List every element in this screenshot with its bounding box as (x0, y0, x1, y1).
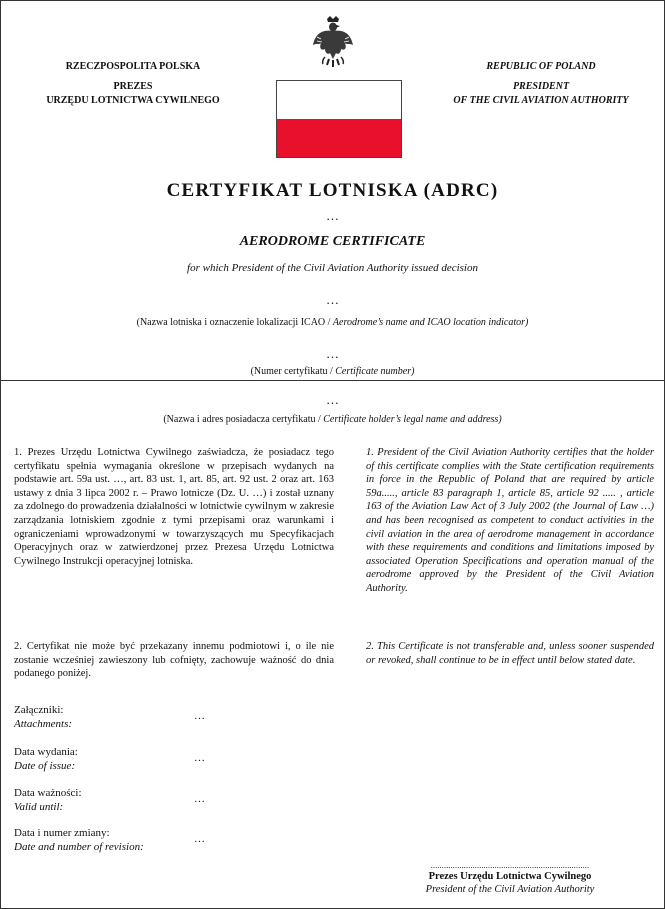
authority-title-en: PRESIDENT (512, 81, 570, 92)
aerodrome-name-caption-pl: (Nazwa lotniska i oznaczenie lokalizacji ICAO / (136, 317, 333, 328)
holder-value: … (326, 392, 339, 407)
country-pl: RZECZPOSPOLITA POLSKA (65, 61, 201, 72)
aerodrome-name-caption (0, 317, 665, 328)
eagle-emblem-icon (311, 15, 355, 69)
field-label-pl: Data i numer zmiany: (14, 827, 110, 839)
signature-line: ........................................................................ (430, 862, 590, 870)
field-label-pl: Data ważności: (14, 787, 82, 799)
field-label-en: Valid until: (14, 801, 64, 813)
field-valid-until (14, 786, 82, 814)
authority-title-pl: PREZES (113, 81, 153, 92)
certificate-subtitle: AERODROME CERTIFICATE (239, 234, 426, 249)
header-right (416, 60, 665, 108)
field-label-en: Attachments: (14, 718, 73, 730)
authority-name-pl: URZĘDU LOTNICTWA CYWILNEGO (46, 95, 220, 106)
field-label-pl: Data wydania: (14, 746, 78, 758)
flag-red-stripe (277, 119, 401, 157)
signature-block (410, 862, 610, 896)
signatory-name-pl: Prezes Urzędu Lotnictwa Cywilnego (428, 871, 592, 882)
poland-flag (276, 80, 402, 158)
paragraph-2-pl: 2. Certyfikat nie może być przekazany innemu podmiotowi i, o ile nie zostanie wcześniej zawieszony lub cofnięty, zachowuje ważność do dnia podanego poniżej. (14, 641, 334, 680)
field-value-date-of-issue: … (194, 752, 205, 764)
authority-name-en: OF THE CIVIL AVIATION AUTHORITY (453, 95, 629, 106)
signatory-name-en: President of the Civil Aviation Authority (425, 884, 595, 895)
field-date-of-issue (14, 745, 78, 773)
flag-white-stripe (277, 81, 401, 119)
section-divider (0, 380, 665, 381)
field-label-en: Date of issue: (14, 760, 76, 772)
holder-caption (0, 414, 665, 425)
certificate-number-caption-en: Certificate number) (335, 366, 415, 377)
field-attachments (14, 703, 72, 731)
paragraph-2-en: 2. This Certificate is not transferable and, unless sooner suspended or revoked, shall continue to be in effect until below stated date. (366, 641, 654, 666)
issued-for-text: for which President of the Civil Aviation Authority issued decision (187, 262, 478, 274)
holder-caption-en: Certificate holder’s legal name and address) (323, 414, 502, 425)
field-revision (14, 826, 144, 854)
field-value-valid-until: … (194, 793, 205, 805)
certificate-title: CERTYFIKAT LOTNISKA (ADRC) (166, 180, 499, 201)
field-value-attachments: … (194, 710, 205, 722)
title-placeholder: … (326, 208, 339, 223)
field-label-en: Date and number of revision: (14, 841, 144, 853)
certificate-number-caption-pl: (Numer certyfikatu / (250, 366, 336, 377)
paragraph-1-pl: 1. Prezes Urzędu Lotnictwa Cywilnego zaświadcza, że posiadacz tego certyfikatu spełnia wymagania określone w przepisach wydanych na podstawie art. 59a ust. …, art. 83 ust. 1, art. 85, art. 92 ust. 2 oraz art. 163 ustawy z dnia 3 lipca 2002 r. – Prawo lotnicze (Dz. U. …) i został uznany za zdolnego do prowadzenia działalności w lotnictwie cywilnym w zakresie zarządzania lotniskiem zgodnie z tymi przepisami oraz warunkami i ograniczeniami wprowadzonymi w towarzyszących mu Specyfikacjach Operacyjnych oraz w zatwierdzonej przez Prezesa Urzędu Lotnictwa Cywilnego Instrukcji operacyjnej lotniska. (14, 447, 334, 567)
aerodrome-name-value: … (326, 292, 339, 307)
country-en: REPUBLIC OF POLAND (486, 61, 596, 72)
paragraph-1-en: 1. President of the Civil Aviation Authority certifies that the holder of this certificate complies with the State certification requirements in force in the Republic of Poland that are required by article 59a....., article 83 paragraph 1, article 85, article 92 ..... , article 163 of the Aviation Law Act of 3 July 2002 (the Journal of Law …) and has been recognised as competent to conduct activities in the civil aviation in the area of aerodrome management in accordance with these requirements and conditions and limitations imposed by associated Operation Specifications and operation manual of the aerodrome approved by the President of the Civil Aviation Authority. (366, 447, 654, 594)
certificate-number-caption (0, 366, 665, 377)
aerodrome-name-caption-en: Aerodrome’s name and ICAO location indicator) (332, 317, 529, 328)
field-value-revision: … (194, 833, 205, 845)
holder-caption-pl: (Nazwa i adres posiadacza certyfikatu / (163, 414, 324, 425)
certificate-number-value: … (326, 346, 339, 361)
header-left (8, 60, 258, 108)
field-label-pl: Załączniki: (14, 704, 64, 716)
